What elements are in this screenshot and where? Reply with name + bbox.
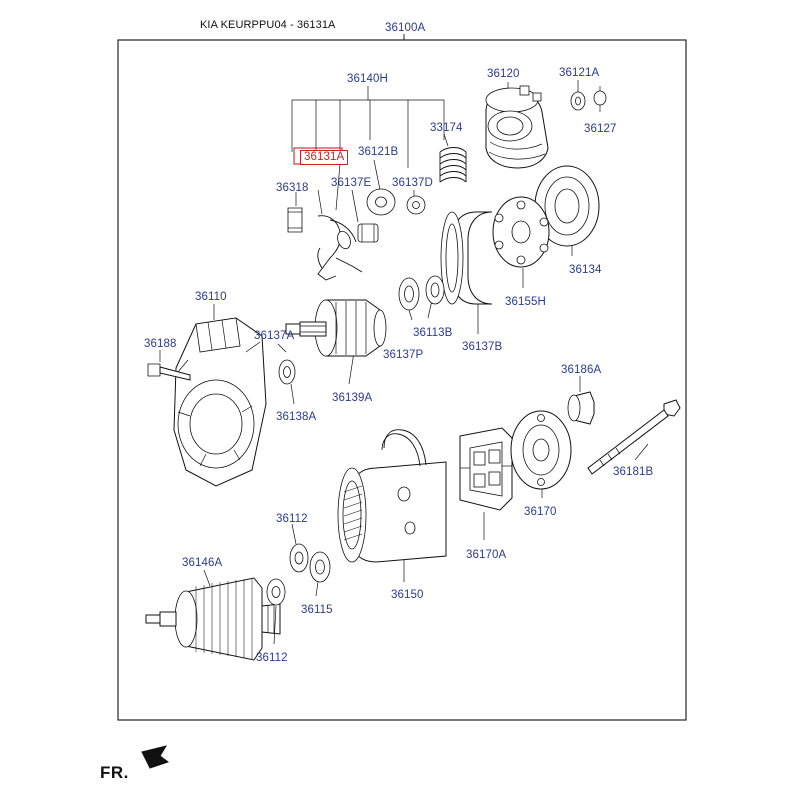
part-label-36137E[interactable]: 36137E bbox=[331, 177, 372, 189]
part-label-36170[interactable]: 36170 bbox=[524, 506, 557, 518]
part-label-36188[interactable]: 36188 bbox=[144, 338, 177, 350]
part-label-33174[interactable]: 33174 bbox=[430, 122, 463, 134]
part-label-36121B[interactable]: 36121B bbox=[358, 146, 399, 158]
part-label-36113B[interactable]: 36113B bbox=[413, 327, 453, 339]
part-label-36120[interactable]: 36120 bbox=[487, 68, 520, 80]
part-label-36170A[interactable]: 36170A bbox=[466, 549, 507, 561]
part-label-36131A[interactable]: 36131A bbox=[300, 150, 348, 165]
catalog-title: KIA KEURPPU04 - 36131A bbox=[200, 19, 336, 31]
part-label-36139A[interactable]: 36139A bbox=[332, 392, 373, 404]
part-label-36112t[interactable]: 36112 bbox=[276, 513, 308, 525]
part-label-36138A[interactable]: 36138A bbox=[276, 411, 317, 423]
part-label-36181B[interactable]: 36181B bbox=[613, 466, 654, 478]
part-label-36140H[interactable]: 36140H bbox=[347, 73, 388, 85]
part-label-36112b[interactable]: 36112 bbox=[256, 652, 288, 664]
part-label-36155H[interactable]: 36155H bbox=[505, 296, 546, 308]
part-label-36150[interactable]: 36150 bbox=[391, 589, 424, 601]
part-label-36100A[interactable]: 36100A bbox=[385, 22, 426, 34]
part-label-36186A[interactable]: 36186A bbox=[561, 364, 602, 376]
part-label-36137A[interactable]: 36137A bbox=[254, 330, 295, 342]
part-label-36137P[interactable]: 36137P bbox=[383, 349, 424, 361]
part-label-36134[interactable]: 36134 bbox=[569, 264, 602, 276]
part-label-36318[interactable]: 36318 bbox=[276, 182, 309, 194]
part-label-36115[interactable]: 36115 bbox=[301, 604, 333, 616]
part-label-36137B[interactable]: 36137B bbox=[462, 341, 503, 353]
part-label-36146A[interactable]: 36146A bbox=[182, 557, 223, 569]
part-label-36137D[interactable]: 36137D bbox=[392, 177, 433, 189]
part-label-36121A[interactable]: 36121A bbox=[559, 67, 600, 79]
orientation-label: FR. bbox=[100, 763, 129, 782]
part-label-36127[interactable]: 36127 bbox=[584, 123, 617, 135]
part-label-36110[interactable]: 36110 bbox=[195, 291, 227, 303]
